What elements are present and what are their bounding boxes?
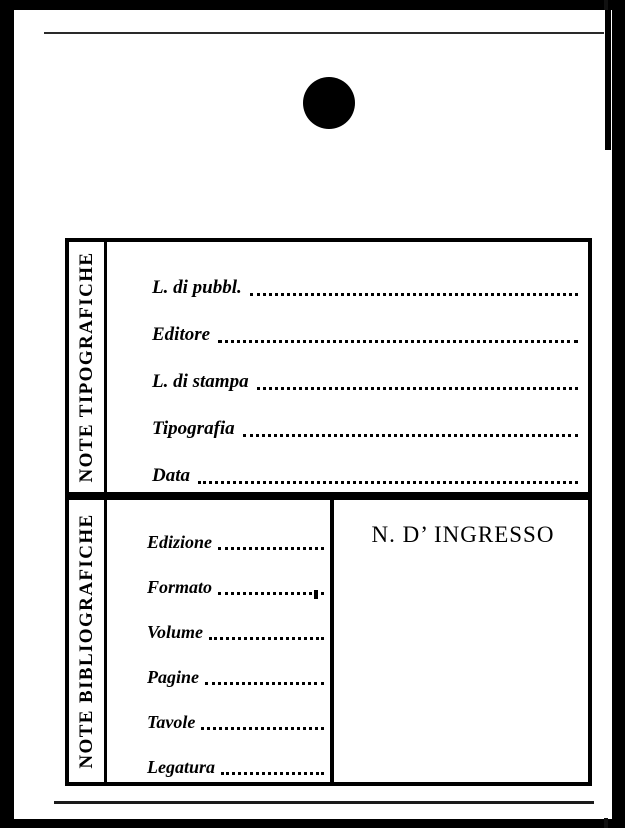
field-row-place-of-publication[interactable] [152, 254, 578, 301]
field-label-date: Data [152, 465, 190, 486]
field-label-volume: Volume [147, 622, 204, 642]
catalog-card [14, 10, 611, 818]
field-label-pages: Pagine [147, 667, 199, 687]
typographic-notes-sidebar [69, 242, 107, 492]
field-label-binding: Legatura [147, 757, 216, 777]
scan-artifact-ink-mark [314, 590, 318, 599]
field-label-place-of-printing: L. di stampa [152, 371, 249, 392]
field-label-format: Formato [147, 577, 213, 597]
accession-number-title: N. D’ INGRESSO [371, 522, 555, 547]
scan-artifact-top-line [44, 32, 604, 34]
scan-edge-bottom [0, 819, 625, 828]
field-row-printer[interactable] [152, 395, 578, 442]
field-row-edition[interactable] [147, 510, 324, 555]
field-row-plates[interactable] [147, 690, 324, 735]
field-leader-date[interactable] [198, 481, 578, 484]
field-label-place-of-publication: L. di pubbl. [152, 277, 242, 298]
field-label-printer: Tipografia [152, 418, 235, 439]
field-row-date[interactable] [152, 442, 578, 489]
field-leader-printer[interactable] [243, 434, 578, 437]
scan-edge-right [612, 0, 625, 828]
field-leader-publisher[interactable] [218, 340, 578, 343]
accession-number-panel[interactable] [338, 500, 588, 782]
card-corner-notch [605, 10, 611, 150]
field-leader-edition[interactable] [218, 547, 324, 550]
punch-hole-icon [303, 77, 355, 129]
typographic-notes-sidebar-label: NOTE TIPOGRAFICHE [75, 251, 97, 483]
bibliographic-notes-fields [107, 500, 334, 782]
field-label-edition: Edizione [147, 532, 213, 552]
field-row-place-of-printing[interactable] [152, 348, 578, 395]
typographic-notes-fields [107, 242, 588, 492]
field-leader-binding[interactable] [221, 772, 324, 775]
bibliographic-notes-sidebar-label: NOTE BIBLIOGRAFICHE [75, 513, 97, 769]
field-label-publisher: Editore [152, 324, 211, 345]
field-row-publisher[interactable] [152, 301, 578, 348]
field-leader-plates[interactable] [201, 727, 324, 730]
bibliographic-notes-section [65, 496, 592, 786]
field-row-volume[interactable] [147, 600, 324, 645]
field-row-pages[interactable] [147, 645, 324, 690]
field-leader-place-of-publication[interactable] [250, 293, 578, 296]
field-row-format[interactable] [147, 555, 324, 600]
field-leader-volume[interactable] [209, 637, 324, 640]
scan-artifact-bottom-line [54, 801, 594, 804]
field-leader-place-of-printing[interactable] [257, 387, 578, 390]
field-leader-format[interactable] [218, 592, 324, 595]
scan-edge-top [0, 0, 625, 10]
field-label-plates: Tavole [147, 712, 196, 732]
scan-edge-left [0, 0, 14, 828]
typographic-notes-section [65, 238, 592, 496]
field-row-binding[interactable] [147, 735, 324, 780]
field-leader-pages[interactable] [205, 682, 324, 685]
bibliographic-notes-sidebar [69, 500, 107, 782]
